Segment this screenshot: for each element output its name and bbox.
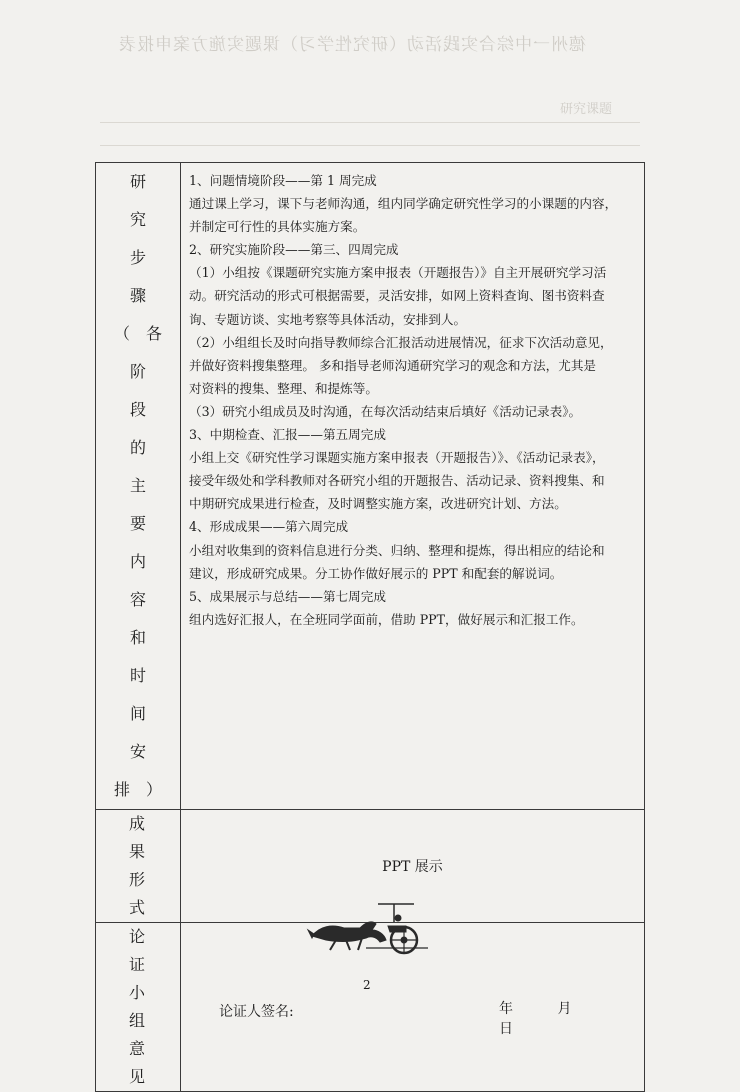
step-text-line: 组内选好汇报人，在全班同学面前，借助 PPT，做好展示和汇报工作。: [189, 611, 584, 627]
result-label-cell: [96, 810, 181, 923]
steps-label-cell: [96, 163, 181, 810]
step-text-line: （2）小组组长及时向指导教师综合汇报活动进展情况，征求下次活动意见，: [189, 334, 613, 350]
bleed-through-header: 研究课题: [560, 102, 613, 117]
step-text-line: 并做好资料搜集整理。 多和指导老师沟通研究学习的观念和方法，尤其是: [189, 357, 597, 373]
signature-date: [499, 998, 644, 1038]
step-text-line: 对资料的搜集、整理、和提炼等。: [189, 380, 378, 396]
step-text-line: 并制定可行性的具体实施方案。: [189, 219, 366, 235]
steps-label-line: 步 骤: [129, 248, 162, 305]
steps-label-line: 主 要: [129, 476, 162, 533]
step-heading-3: 3、中期检查、汇报——第五周完成: [189, 427, 386, 443]
date-day: 日: [499, 1021, 513, 1037]
step-text-line: 中期研究成果进行检查，及时调整实施方案，改进研究计划、方法。: [189, 496, 567, 512]
opinion-label-line: 意 见: [128, 1039, 163, 1086]
steps-label-line: （各 阶: [113, 324, 178, 381]
step-text-line: 询、专题访谈、实地考察等具体活动，安排到人。: [189, 311, 467, 327]
date-year: 年: [499, 1001, 513, 1017]
steps-label-line: 排）: [113, 780, 178, 799]
steps-label-line: 和 时: [129, 628, 162, 685]
steps-label-line: 内 容: [129, 552, 162, 609]
step-heading-4: 4、形成成果——第六周完成: [189, 519, 349, 535]
steps-label-line: 段 的: [129, 400, 162, 457]
step-heading-2: 2、研究实施阶段——第三、四周完成: [189, 242, 399, 258]
steps-label-line: 间 安: [129, 704, 162, 761]
bleed-through-rule: [100, 145, 640, 146]
opinion-label-line: 小 组: [128, 983, 163, 1030]
step-text-line: 动。研究活动的形式可根据需要，灵活安排，如网上资料查询、图书资料查: [189, 288, 605, 304]
step-text-line: 接受年级处和学科教师对各研究小组的开题报告、活动记录、资料搜集、和: [189, 473, 605, 489]
bleed-through-title: 德州一中综合实践活动（研究性学习）课题实施方案申报表: [118, 35, 586, 55]
steps-row: [96, 163, 645, 810]
result-label-line: 成 果: [128, 814, 163, 861]
result-label-line: 形 式: [128, 870, 163, 917]
opinion-label-line: 论 证: [128, 927, 163, 974]
opinion-label-cell: [96, 923, 181, 1092]
step-heading-1: 1、问题情境阶段——第 1 周完成: [189, 173, 377, 188]
bronze-horse-emblem-icon: [306, 900, 436, 958]
step-heading-5: 5、成果展示与总结——第七周完成: [189, 588, 386, 604]
step-text-line: （3）研究小组成员及时沟通，在每次活动结束后填好《活动记录表》。: [189, 403, 582, 419]
step-text-line: 小组上交《研究性学习课题实施方案申报表（开题报告）》、《活动记录表》，: [189, 450, 605, 466]
bleed-through-rule: [100, 122, 640, 123]
steps-label-line: 研 究: [129, 172, 162, 229]
result-value: PPT 展示: [382, 859, 443, 875]
date-month: 月: [557, 1001, 572, 1017]
steps-content-cell: [181, 163, 645, 810]
step-text-line: 通过课上学习，课下与老师沟通，组内同学确定研究性学习的小课题的内容，: [189, 196, 618, 212]
signer-label: 论证人签名:: [219, 1004, 294, 1020]
page-number: 2: [363, 978, 371, 992]
step-text-line: 小组对收集到的资料信息进行分类、归纳、整理和提炼，得出相应的结论和: [189, 542, 605, 558]
step-text-line: （1）小组按《课题研究实施方案申报表（开题报告）》自主开展研究学习活: [189, 265, 607, 281]
step-text-line: 建议，形成研究成果。分工协作做好展示的 PPT 和配套的解说词。: [189, 565, 563, 581]
